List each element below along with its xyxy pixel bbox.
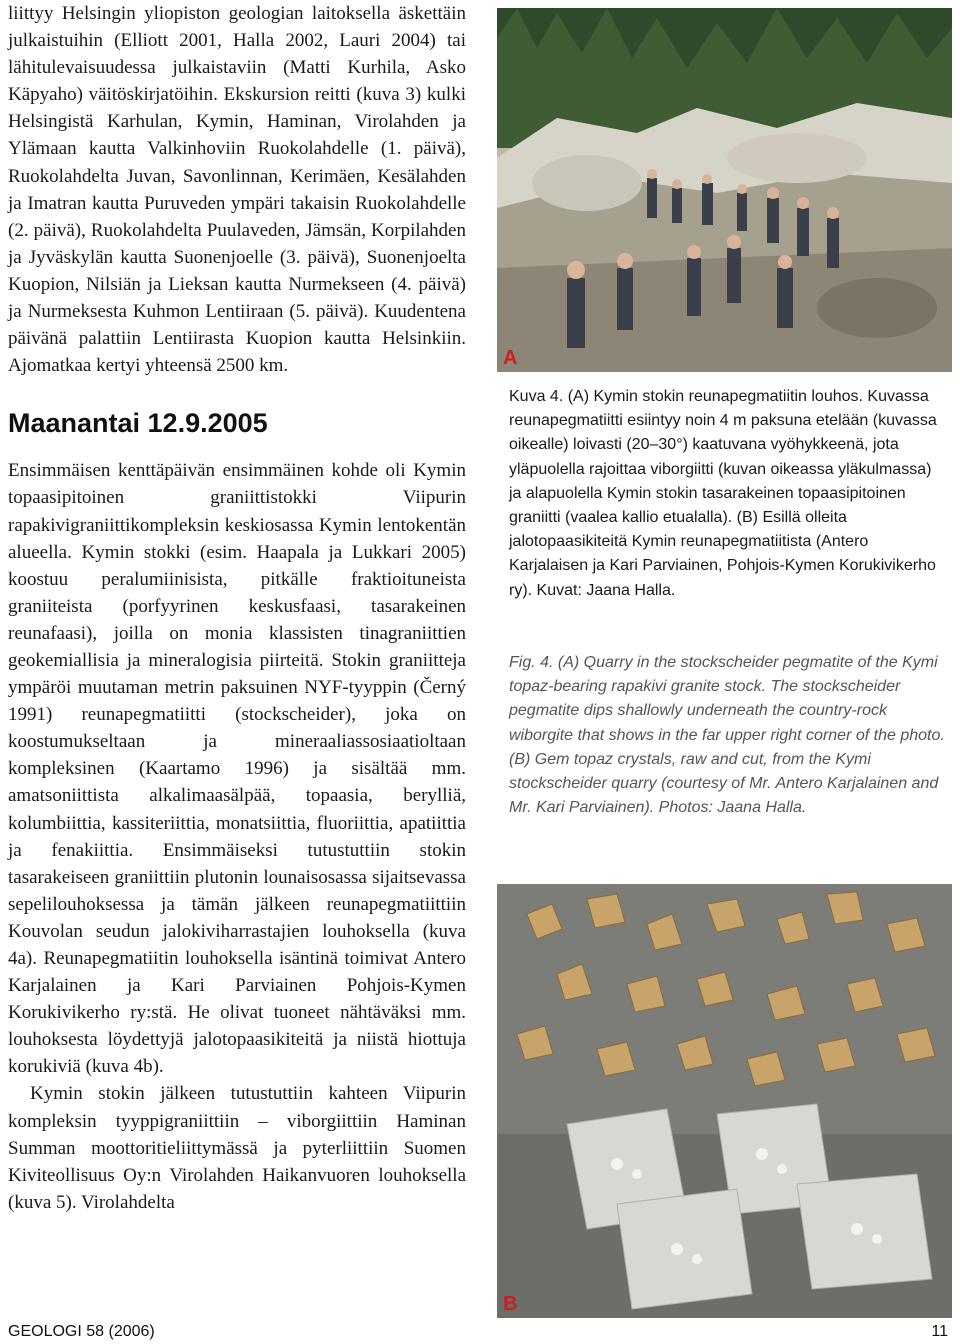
caption-finnish: [509, 385, 947, 603]
caption-english: [509, 651, 947, 820]
caption-english-text: Fig. 4. (A) Quarry in the stockscheider pegmatite of the Kymi topaz-bearing rapakivi granite stock. The stockscheider pegmatite dips shallowly underneath the country-rock wiborgite that shows in the far upper right corner of the photo. (B) Gem topaz crystals, raw and cut, from the Kymi stockscheider quarry (courtesy of Mr. Antero Karjalainen and Mr. Kari Parviainen). Photos: Jaana Halla.: [509, 654, 945, 817]
photo-label-a: A: [503, 347, 518, 369]
body-paragraph-1: liittyy Helsingin yliopiston geologian laitoksella äskettäin julkaistuihin (Elliott 2001, Halla 2002, Lauri 2004) tai lähitulevaisuudessa julkaistaviin (Matti Kurhila, Asko Käpyaho) väitöskirjatöihin. Ekskursion reitti (kuva 3) kulki Helsingistä Karhulan, Kymin, Haminan, Virolahden ja Ylämaan kautta Valkinhoviin Ruokolahdelle (1. päivä), Ruokolahdelta Juvan, Savonlinnan, Kerimäen, Kesälahden ja Imatran kautta Puruveden ympäri takaisin Ruokolahdelle (2. päivä), Ruokolahdelta Puulaveden, Jämsän, Korpilahden ja Jyväskylän kautta Suonenjoelle (3. päivä), Suonenjoelta Kuopion, Nilsiän ja Lieksan kautta Nurmekseen (4. päivä) ja Nurmeksesta Kuhmon Lentiiraan (5. päivä). Kuudentena päivänä palattiin Lentiirasta Kuopion kautta Helsinkiin. Ajomatkaa kertyi yhteensä 2500 km.: [8, 3, 466, 377]
photo-label-b: B: [503, 1293, 518, 1315]
topaz-photo: [497, 884, 952, 1318]
footer-page-number: 11: [931, 1323, 948, 1340]
body-paragraph-2: Ensimmäisen kenttäpäivän ensimmäinen kohde oli Kymin topaasipitoinen graniittistokki Viipurin rapakivigraniittikompleksin keskiosassa Kymin lentokentän alueella. Kymin stokki (esim. Haapala ja Lukkari 2005) koostuu peralumiinisista, pitkälle fraktioituneista graniiteista (porfyyrinen keskusfaasi, tasarakeinen reunafaasi), joilla on monia klassisten tinagraniittien geokemiallisia ja mineralogisia piirteitä. Stokin graniitteja ympäröi muutaman metrin paksuinen NYF-tyyppin (Černý 1991) reunapegmatiitti (stockscheider), joka on koostumukseltaan ja mineraaliassosiaatioltaan kompleksinen (Kaartamo 1996) ja sisältää mm. amatsoniittista alkalimaasälpää, topaasia, berylliä, kolumbiittia, kassiteriittia, monatsiittia, fluoriittia, apatiittia ja fenakiittia. Ensimmäiseksi tutustuttiin stokin tasarakeiseen graniittiin plutonin lounaisosassa sijaitsevassa sepelilouhoksessa ja tämän jälkeen reunapegmatiittiin Kouvolan seudun jalokiviharrastajien louhoksella (kuva 4a). Reunapegmatiitin louhoksella isäntinä toimivat Antero Karjalainen ja Kari Parviainen Pohjois-Kymen Korukivikerho ry:stä. He olivat tuoneet nähtäväksi mm. louhoksesta löydettyjä jalotopaasikiteitä ja niistä hiottuja korukiviä (kuva 4b).: [8, 460, 466, 1078]
quarry-photo: [497, 8, 952, 372]
body-paragraph-3: Kymin stokin jälkeen tutustuttiin kahteen Viipurin kompleksin tyyppigraniittiin – viborgiittiin Haminan Summan moottoritieliittymässä ja pyterliittiin Suomen Kiviteollisuus Oy:n Virolahden Haikanvuoren louhoksella (kuva 5). Virolahdelta: [8, 1083, 466, 1213]
footer-journal: GEOLOGI 58 (2006): [8, 1323, 155, 1340]
caption-finnish-text: Kuva 4. (A) Kymin stokin reunapegmatiitin louhos. Kuvassa reunapegmatiitti esiintyy noin 4 m paksuna etelään (kuvassa oikealle) loivasti (20–30°) kaatuvana vyöhykkeenä, jota yläpuolella rajoittaa viborgiitti (kuvan oikeassa yläkulmassa) ja alapuolella Kymin stokin tasarakeinen topaasipitoinen graniitti (vaalea kallio etualalla). (B) Esillä olleita jalotopaasikiteitä Kymin reunapegmatiitista (Antero Karjalaisen ja Kari Parviainen, Pohjois-Kymen Korukivikerho ry). Kuvat: Jaana Halla.: [509, 388, 937, 599]
section-heading: Maanantai 12.9.2005: [8, 408, 268, 439]
article-body: [8, 0, 466, 1216]
